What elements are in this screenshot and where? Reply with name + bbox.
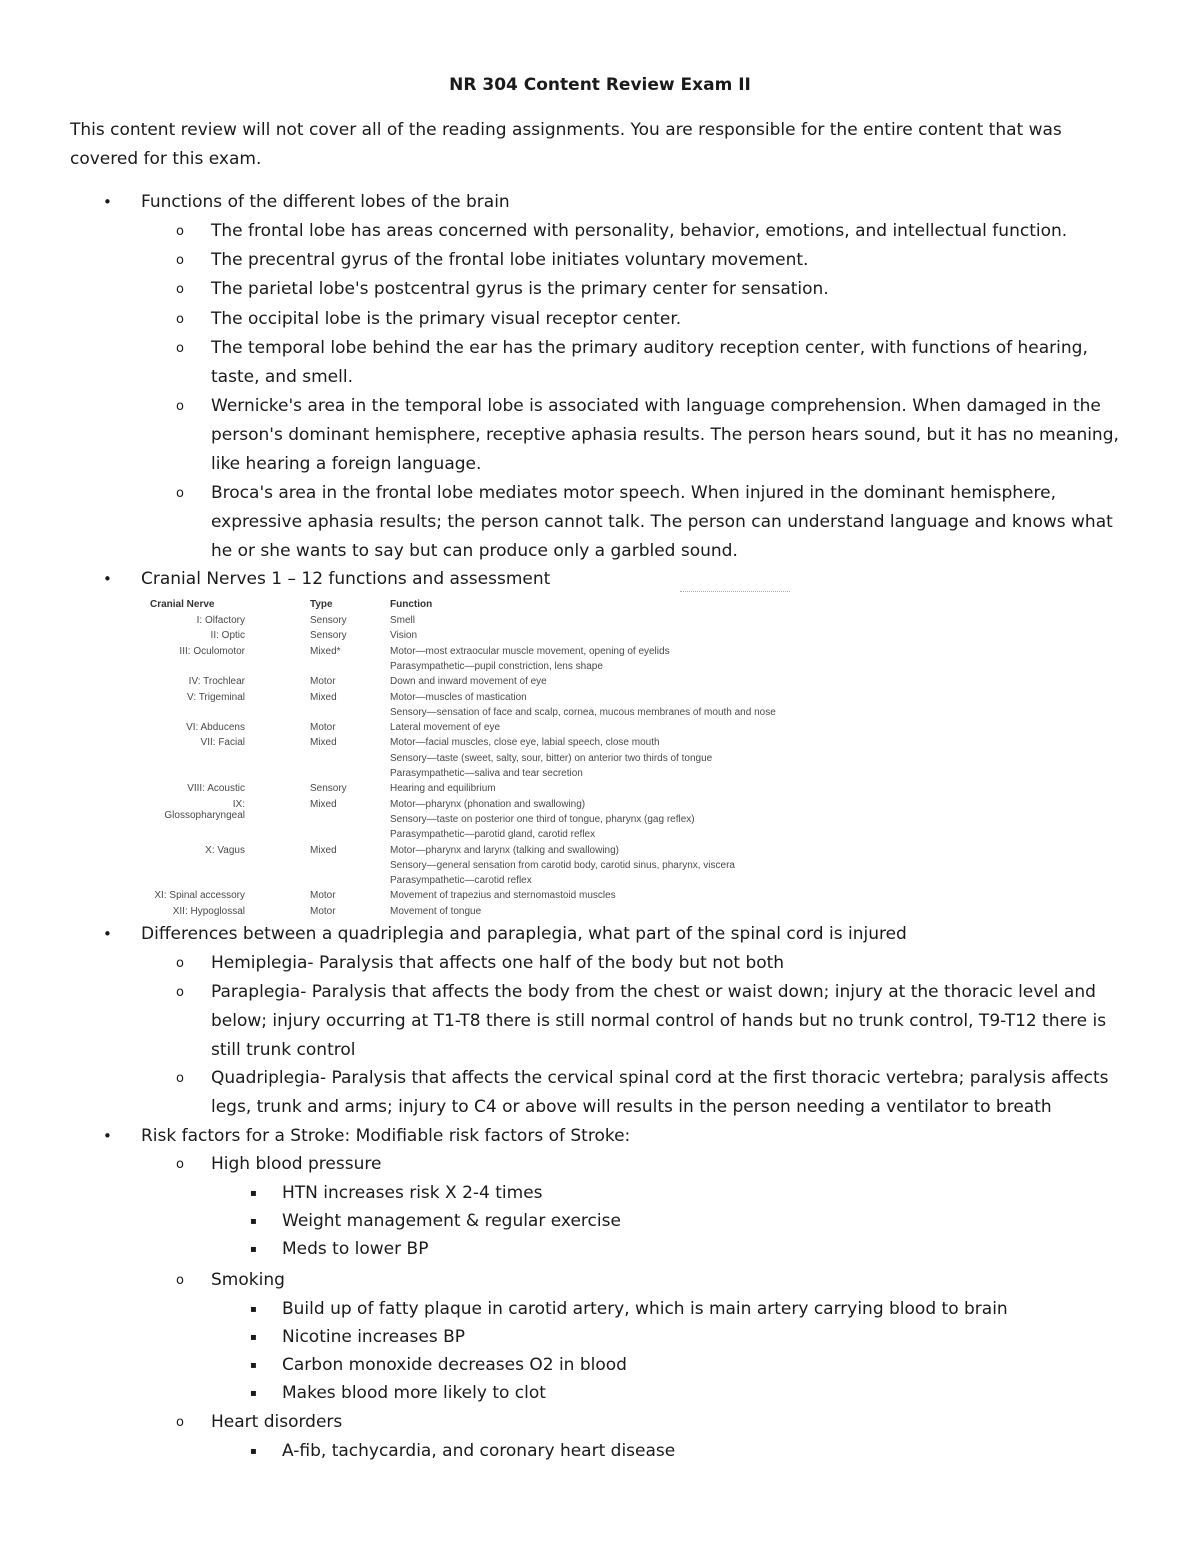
sub-bullet-icon: o — [176, 985, 184, 1000]
list-item: The frontal lobe has areas concerned with personality, behavior, emotions, and intellectual function. — [211, 221, 1068, 241]
table-cell: Sensory—taste (sweet, salty, sour, bitter) on anterior two thirds of tongue — [390, 752, 713, 764]
table-cell: Motor — [310, 890, 336, 902]
section-heading-spinal: Differences between a quadriplegia and paraplegia, what part of the spinal cord is injured — [141, 924, 907, 944]
intro-paragraph: This content review will not cover all of the reading assignments. You are responsible for the entire content that was covered for this exam. — [70, 120, 1062, 169]
table-row — [150, 753, 840, 768]
table-cell: Mixed — [310, 691, 337, 703]
sub-bullet-icon: o — [176, 956, 184, 971]
sub-bullet-icon: o — [176, 282, 184, 297]
sub-bullet-icon: o — [176, 486, 184, 501]
table-cell: Sensory — [310, 783, 347, 795]
table-cell: V: Trigeminal — [187, 691, 245, 703]
list-item: Smoking — [211, 1270, 285, 1290]
square-bullet-icon: ▪ — [250, 1216, 257, 1227]
table-cell: Parasympathetic—carotid reflex — [390, 875, 532, 887]
table-cell: Sensory—taste on posterior one third of tongue, pharynx (gag reflex) — [390, 813, 695, 825]
square-bullet-icon: ▪ — [250, 1388, 257, 1399]
table-cell: VIII: Acoustic — [187, 783, 245, 795]
table-row — [150, 829, 840, 844]
list-item: The temporal lobe behind the ear has the primary auditory reception center, with functions of hearing, taste, and smell. — [211, 338, 1088, 387]
sub-bullet-icon: o — [176, 1157, 184, 1172]
table-cell: Lateral movement of eye — [390, 722, 501, 734]
table-cell: IX: Glossopharyngeal — [164, 798, 245, 821]
square-bullet-icon: ▪ — [250, 1446, 257, 1457]
table-header: Function — [390, 599, 433, 610]
table-row — [150, 646, 840, 661]
table-cell: Hearing and equilibrium — [390, 783, 496, 795]
table-cell: Down and inward movement of eye — [390, 676, 547, 688]
list-item: Broca's area in the frontal lobe mediates motor speech. When injured in the dominant hemisphere, expressive aphasia results; the person cannot talk. The person can understand language and knows what he or she wants to say but can produce only a garbled sound. — [211, 483, 1113, 561]
table-cell: Movement of tongue — [390, 905, 482, 917]
table-row — [150, 737, 840, 752]
list-item: Quadriplegia- Paralysis that affects the cervical spinal cord at the first thoracic vertebra; paralysis affects legs, trunk and arms; injury to C4 or above will results in the person needing a ventilator to breath — [211, 1068, 1109, 1117]
list-item: Meds to lower BP — [282, 1239, 429, 1259]
list-item: The occipital lobe is the primary visual receptor center. — [211, 309, 682, 329]
table-row — [150, 615, 840, 630]
square-bullet-icon: ▪ — [250, 1360, 257, 1371]
table-cell: XI: Spinal accessory — [154, 890, 245, 902]
list-item: Carbon monoxide decreases O2 in blood — [282, 1355, 627, 1375]
bullet-icon: • — [103, 193, 112, 211]
cranial-nerve-table — [150, 597, 840, 917]
list-item: Build up of fatty plaque in carotid artery, which is main artery carrying blood to brain — [282, 1299, 1008, 1319]
list-item: Makes blood more likely to clot — [282, 1383, 546, 1403]
list-item: High blood pressure — [211, 1154, 382, 1174]
table-row — [150, 814, 840, 829]
bullet-icon: • — [103, 925, 112, 943]
list-item: Weight management & regular exercise — [282, 1211, 621, 1231]
list-item: Hemiplegia- Paralysis that affects one half of the body but not both — [211, 953, 785, 973]
table-row — [150, 783, 840, 798]
table-cell: Mixed — [310, 844, 337, 856]
square-bullet-icon: ▪ — [250, 1332, 257, 1343]
table-cell: Parasympathetic—saliva and tear secretion — [390, 768, 583, 779]
table-cell: I: Olfactory — [196, 615, 245, 626]
bullet-icon: • — [103, 570, 112, 588]
table-cell: Motor — [310, 905, 336, 917]
page-title: NR 304 Content Review Exam II — [449, 75, 751, 95]
table-row — [150, 707, 840, 722]
table-header-row — [150, 599, 840, 614]
table-cell: Motor—pharynx (phonation and swallowing) — [390, 798, 586, 810]
table-row — [150, 692, 840, 707]
sub-bullet-icon: o — [176, 253, 184, 268]
section-heading-stroke: Risk factors for a Stroke: Modifiable risk factors of Stroke: — [141, 1126, 631, 1146]
list-item: Nicotine increases BP — [282, 1327, 466, 1347]
table-cell: Motor—facial muscles, close eye, labial speech, close mouth — [390, 737, 660, 749]
table-cell: II: Optic — [210, 630, 245, 642]
table-row — [150, 722, 840, 737]
list-item: A-fib, tachycardia, and coronary heart disease — [282, 1441, 676, 1461]
table-cell: III: Oculomotor — [179, 645, 245, 657]
list-item: Paraplegia- Paralysis that affects the body from the chest or waist down; injury at the thoracic level and below; injury occurring at T1-T8 there is still normal control of hands but no trunk control, T9-T12 there is still trunk control — [211, 982, 1107, 1060]
table-cell: Sensory—general sensation from carotid body, carotid sinus, pharynx, viscera — [390, 859, 735, 871]
sub-bullet-icon: o — [176, 341, 184, 356]
table-cell: Movement of trapezius and sternomastoid muscles — [390, 890, 616, 902]
square-bullet-icon: ▪ — [250, 1304, 257, 1315]
table-header: Type — [310, 599, 333, 610]
table-row — [150, 768, 840, 783]
table-cell: Sensory — [310, 615, 347, 626]
table-cell: Parasympathetic—pupil constriction, lens shape — [390, 660, 603, 672]
sub-bullet-icon: o — [176, 1273, 184, 1288]
section-heading-lobes: Functions of the different lobes of the brain — [141, 192, 510, 212]
table-header: Cranial Nerve — [150, 599, 215, 610]
table-cell: Motor—pharynx and larynx (talking and swallowing) — [390, 844, 619, 856]
table-row — [150, 661, 840, 676]
sub-bullet-icon: o — [176, 1415, 184, 1430]
table-cell: Parasympathetic—parotid gland, carotid reflex — [390, 829, 596, 841]
table-cell: XII: Hypoglossal — [172, 905, 245, 917]
table-caption-line — [680, 591, 790, 595]
table-cell: Motor — [310, 722, 336, 734]
table-cell: Sensory—sensation of face and scalp, cornea, mucous membranes of mouth and nose — [390, 706, 776, 718]
table-cell: X: Vagus — [205, 844, 245, 856]
list-item: Wernicke's area in the temporal lobe is associated with language comprehension. When damaged in the person's dominant hemisphere, receptive aphasia results. The person hears sound, but it has no meaning, like hearing a foreign language. — [211, 396, 1119, 474]
table-row — [150, 906, 840, 921]
table-cell: Motor — [310, 676, 336, 688]
table-row — [150, 630, 840, 645]
table-cell: VI: Abducens — [186, 722, 245, 734]
table-cell: Smell — [390, 615, 416, 626]
section-heading-cranial: Cranial Nerves 1 – 12 functions and assessment — [141, 569, 551, 589]
table-row — [150, 676, 840, 691]
sub-bullet-icon: o — [176, 224, 184, 239]
bullet-icon: • — [103, 1127, 112, 1145]
sub-bullet-icon: o — [176, 399, 184, 414]
table-cell: Mixed — [310, 798, 337, 810]
list-item: HTN increases risk X 2-4 times — [282, 1183, 543, 1203]
table-row — [150, 860, 840, 875]
table-cell: Motor—most extraocular muscle movement, opening of eyelids — [390, 645, 670, 657]
table-cell: Motor—muscles of mastication — [390, 691, 527, 703]
table-cell: IV: Trochlear — [188, 676, 245, 688]
table-cell: VII: Facial — [200, 737, 245, 749]
list-item: Heart disorders — [211, 1412, 343, 1432]
square-bullet-icon: ▪ — [250, 1244, 257, 1255]
table-cell: Mixed* — [310, 645, 341, 657]
sub-bullet-icon: o — [176, 312, 184, 327]
sub-bullet-icon: o — [176, 1071, 184, 1086]
list-item: The precentral gyrus of the frontal lobe initiates voluntary movement. — [211, 250, 809, 270]
table-row — [150, 845, 840, 860]
table-cell: Vision — [390, 630, 418, 642]
table-cell: Sensory — [310, 630, 347, 642]
list-item: The parietal lobe's postcentral gyrus is the primary center for sensation. — [211, 279, 829, 299]
table-cell: Mixed — [310, 737, 337, 749]
table-row — [150, 875, 840, 890]
square-bullet-icon: ▪ — [250, 1188, 257, 1199]
table-row — [150, 890, 840, 905]
